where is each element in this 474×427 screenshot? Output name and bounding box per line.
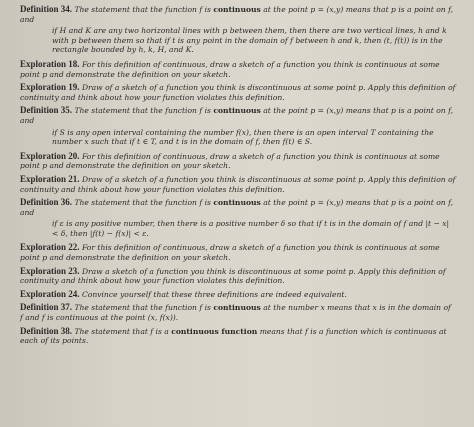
definition-text-post: at the point p = (x,y) means that p is a point on f, and — [20, 198, 454, 217]
exploration-text: For this definition of continuous, draw a sketch of a function you think is continuous at some point p and demonstrate the definition on your sketch. — [20, 151, 440, 171]
definition-label: Definition 35. — [20, 105, 73, 116]
definition-text-pre: The statement that the function f is — [74, 5, 214, 14]
exploration-label: Exploration 21. — [20, 173, 80, 184]
exploration-label: Exploration 24. — [20, 288, 80, 299]
exploration-23 — [20, 267, 456, 286]
exploration-text: For this definition of continuous, draw a sketch of a function you think is continuous at some point p and demonstrate the definition on your sketch. — [20, 243, 440, 263]
exploration-19 — [20, 83, 456, 102]
definition-condition: if H and K are any two horizontal lines with p between them, then there are two vertical lines, h and k with p between them so that if t is any point in the domain of f between h and k, then (t, f(t)) is in the rectangle bounded by h, k, H, and K. — [52, 26, 447, 55]
definition-label: Definition 34. — [20, 4, 73, 14]
definition-label: Definition 36. — [20, 197, 73, 208]
exploration-text: Draw a sketch of a function you think is discontinuous at some point p. Apply this definition of continuity and think about how your function violates this definition. — [20, 266, 446, 286]
exploration-24 — [20, 290, 456, 300]
definition-37 — [20, 303, 456, 322]
exploration-18 — [20, 60, 456, 79]
exploration-label: Exploration 19. — [20, 82, 80, 93]
definition-emphasis: continuous — [213, 5, 261, 14]
definition-text-pre: The statement that the function f is — [74, 303, 214, 313]
exploration-label: Exploration 22. — [20, 242, 80, 253]
definition-text-post: at the point p = (x,y) means that p is a point on f, and — [20, 5, 454, 24]
exploration-label: Exploration 23. — [20, 265, 80, 276]
exploration-label: Exploration 20. — [20, 150, 80, 161]
exploration-text: Draw of a sketch of a function you think is discontinuous at some point p. Apply this definition of continuity and think about how your function violates this definition. — [20, 83, 456, 102]
definition-text-pre: The statement that the function f is — [74, 198, 214, 208]
definition-condition: if S is any open interval containing the number f(x), then there is an open interval T containing the number x such that if t ∈ T, and t is in the domain of f, then f(t) ∈ S. — [52, 127, 434, 147]
definition-emphasis: continuous function — [171, 326, 258, 336]
exploration-label: Exploration 18. — [20, 58, 80, 69]
exploration-20 — [20, 152, 456, 171]
definition-36 — [20, 198, 456, 238]
definition-text-pre: The statement that the function f is — [74, 106, 214, 116]
exploration-22 — [20, 243, 456, 262]
exploration-21 — [20, 175, 456, 194]
definition-condition: if ε is any positive number, then there is a positive number δ so that if t is in the domain of f and |t − x| < δ, then |f(t) − f(x)| < ε. — [52, 219, 450, 238]
definition-35 — [20, 106, 456, 146]
definition-label: Definition 37. — [20, 302, 73, 313]
definition-text-post: at the point p = (x,y) means that p is a point on f, and — [20, 106, 454, 125]
definition-emphasis: continuous — [213, 303, 261, 313]
definition-emphasis: continuous — [213, 198, 261, 208]
exploration-text: Convince yourself that these three definitions are indeed equivalent. — [81, 289, 347, 299]
definition-text-post: at the number x means that x is in the domain of f and f is continuous at the point (x, f(x)). — [20, 303, 451, 323]
definition-text-post: means that f is a function which is continuous at each of its points. — [20, 326, 447, 346]
definition-text-pre: The statement that f is a — [74, 326, 172, 336]
definition-emphasis: continuous — [213, 106, 261, 116]
exploration-text: Draw of a sketch of a function you think is discontinuous at some point p. Apply this definition of continuity and think about how your function violates this definition. — [20, 174, 456, 194]
definition-34 — [20, 5, 456, 55]
definition-38 — [20, 327, 456, 346]
definition-label: Definition 38. — [20, 325, 73, 336]
exploration-text: For this definition of continuous, draw a sketch of a function you think is continuous at some point p and demonstrate the definition on your sketch. — [20, 59, 440, 79]
